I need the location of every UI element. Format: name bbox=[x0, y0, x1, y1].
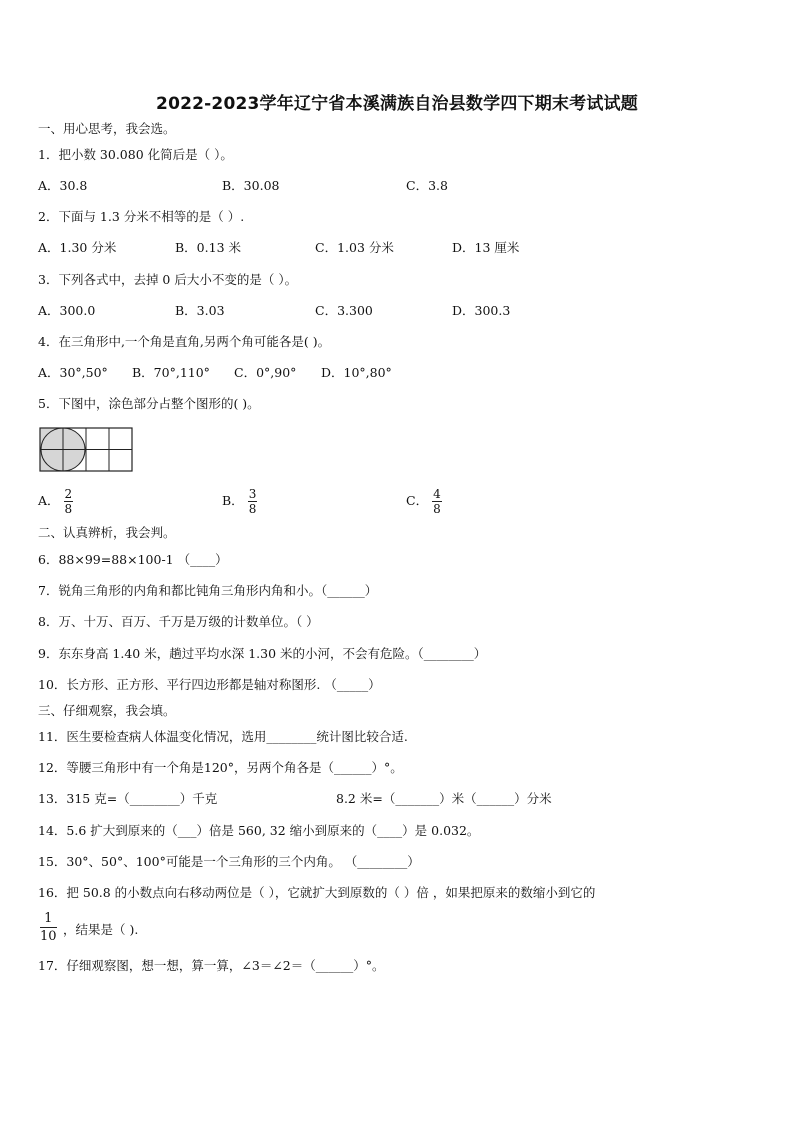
question-1-option-c: C．3.8 bbox=[406, 178, 448, 193]
question-16-line-2: ，结果是（ ). bbox=[63, 922, 139, 937]
question-5-option-c bbox=[406, 487, 442, 516]
fraction-b bbox=[248, 487, 258, 516]
fraction-c-numerator: 4 bbox=[433, 487, 441, 501]
question-2-option-d: D．13 厘米 bbox=[452, 240, 520, 255]
question-6: 6．88×99=88×100-1 （____） bbox=[38, 552, 228, 567]
question-9: 9．东东身高 1.40 米，趟过平均水深 1.30 米的小河，不会有危险。（________） bbox=[38, 646, 487, 661]
question-3-option-d: D．300.3 bbox=[452, 303, 511, 318]
question-12: 12．等腰三角形中有一个角是120°，另两个角各是（______）°。 bbox=[38, 760, 403, 775]
fraction-denominator: 10 bbox=[40, 929, 57, 944]
fraction-c bbox=[432, 487, 442, 516]
question-1-option-a: A．30.8 bbox=[38, 178, 88, 193]
option-a-label: A． bbox=[38, 493, 60, 508]
question-15: 15．30°、50°、100°可能是一个三角形的三个内角。 （________） bbox=[38, 854, 420, 869]
question-4-option-b: B．70°,110° bbox=[132, 365, 210, 380]
question-4-stem: 4．在三角形中,一个角是直角,另两个角可能各是( )。 bbox=[38, 334, 331, 349]
question-5-option-a bbox=[38, 487, 73, 516]
question-3-option-c: C．3.300 bbox=[315, 303, 373, 318]
question-13-part-1: 13．315 克=（________）千克 bbox=[38, 791, 218, 806]
question-16-line-1: 16．把 50.8 的小数点向右移动两位是（ ），它就扩大到原数的（ ）倍 ，如果把原来的数缩小到它的 bbox=[38, 885, 596, 900]
question-3-option-a: A．300.0 bbox=[38, 303, 96, 318]
question-10: 10．长方形、正方形、平行四边形都是轴对称图形. （_____） bbox=[38, 677, 381, 692]
question-3-stem: 3．下列各式中，去掉 0 后大小不变的是（ ）。 bbox=[38, 272, 298, 287]
question-4-option-a: A．30°,50° bbox=[38, 365, 108, 380]
fraction-a-denominator: 8 bbox=[64, 502, 73, 516]
section-heading-fill: 三、仔细观察，我会填。 bbox=[38, 703, 176, 718]
question-7: 7．锐角三角形的内角和都比钝角三角形内角和小。（______） bbox=[38, 583, 378, 598]
question-13-part-2: 8.2 米=（_______）米（______）分米 bbox=[336, 791, 552, 806]
question-16-fraction bbox=[40, 910, 57, 945]
question-11: 11．医生要检查病人体温变化情况，选用________统计图比较合适. bbox=[38, 729, 408, 744]
question-3-option-b: B．3.03 bbox=[175, 303, 225, 318]
question-4-option-c: C．0°,90° bbox=[234, 365, 297, 380]
question-17: 17．仔细观察图，想一想，算一算，∠3＝∠2＝（______）°。 bbox=[38, 958, 385, 973]
page-title: 2022-2023学年辽宁省本溪满族自治县数学四下期末考试试题 bbox=[156, 94, 638, 114]
section-heading-choice: 一、用心思考，我会选。 bbox=[38, 121, 176, 136]
shaded-grid-figure bbox=[39, 427, 134, 473]
fraction-b-numerator: 3 bbox=[248, 487, 257, 501]
question-5-option-b bbox=[222, 487, 257, 516]
fraction-c-denominator: 8 bbox=[433, 502, 441, 516]
fraction-a-numerator: 2 bbox=[64, 487, 73, 501]
question-2-option-a: A．1.30 分米 bbox=[38, 240, 117, 255]
question-2-stem: 2．下面与 1.3 分米不相等的是（ ）. bbox=[38, 209, 245, 224]
section-heading-judge: 二、认真辨析，我会判。 bbox=[38, 525, 176, 540]
fraction-b-denominator: 8 bbox=[248, 502, 257, 516]
question-5-stem: 5．下图中，涂色部分占整个图形的( )。 bbox=[38, 396, 260, 411]
fraction-a bbox=[64, 487, 74, 516]
question-8: 8．万、十万、百万、千万是万级的计数单位。（ ） bbox=[38, 614, 319, 629]
option-b-label: B． bbox=[222, 493, 244, 508]
option-c-label: C． bbox=[406, 493, 429, 508]
question-1-option-b: B．30.08 bbox=[222, 178, 280, 193]
question-2-option-c: C．1.03 分米 bbox=[315, 240, 394, 255]
question-4-option-d: D．10°,80° bbox=[321, 365, 392, 380]
question-2-option-b: B．0.13 米 bbox=[175, 240, 241, 255]
question-1-stem: 1．把小数 30.080 化简后是（ ）。 bbox=[38, 147, 233, 162]
question-14: 14．5.6 扩大到原来的（___）倍是 560, 32 缩小到原来的（____）是 0.032。 bbox=[38, 823, 480, 838]
fraction-numerator: 1 bbox=[40, 910, 57, 928]
